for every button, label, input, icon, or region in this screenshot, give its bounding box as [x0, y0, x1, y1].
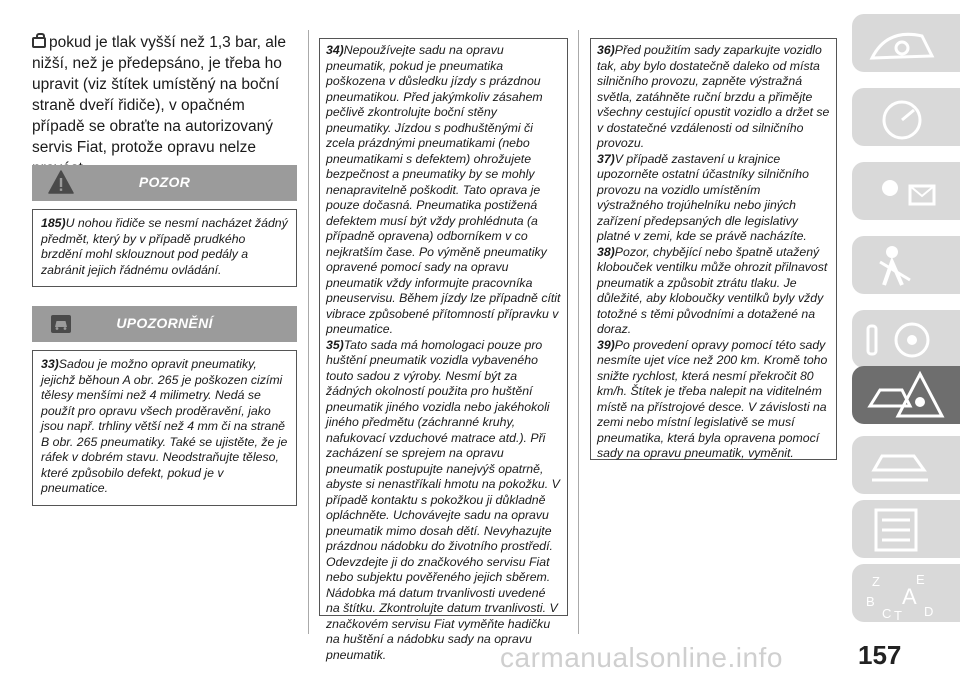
chapter-tab-vehicle[interactable]: [852, 14, 960, 72]
chapter-tab-safety[interactable]: [852, 236, 960, 294]
note-34: 34)Nepoužívejte sadu na opravu pneumatik, pokud je pneumatika poškozena v důsledku jízdy s prázdnou pneumatikou. Před jakýmkoliv zásahem pečlivě zkontrolujte boční stěny pneumatiky. Jízdou s podhuštěnými či zcela prázdnými pneumatikami (nebo pneumatikami s defektem) ohrožujete bezpečnost a pneumatiky by se mohly nenapravitelně poškodit. Tato oprava je pouze dočasná. Pneumatika postižená defektem musí být vždy prohlédnuta (a případně opravena) odborníkem v co nejkratším čase. Po výměně pneumatiky opravené pomocí sady na opravu pneumatik vždy informujte pracovníka pneuservisu. Během jízdy lze případně cítit vibrace způsobené přítomností přípravku v pneumatice.: [326, 43, 561, 336]
note-38: 38)Pozor, chybějící nebo špatně utažený klobouček ventilku může ohrozit přilnavost pneumatik a způsobit ztrátu tlaku. Je důležité, aby kloboučky ventilků byly vždy totožné s těmi původními a dotažené na doraz.: [597, 244, 828, 336]
spec-list-icon: [862, 504, 942, 554]
steering-wheel-icon: [862, 314, 942, 364]
chapter-tab-emergency[interactable]: [852, 366, 960, 424]
upozorneni-text: Sadou je možno opravit pneumatiky, jejichž běhoun A obr. 265 je poškozen cizími tělesy menšími než 4 milimetry. Nedá se použít pro opravu všech proděravění, jako jsou např. trhliny větší než 4 mm či na straně B obr. 265 pneumatiky. Také se ujistěte, že je ráfek v dobrém stavu. Neodstraňujte těleso, které způsobilo defekt, pokud je v pneumatice.: [41, 357, 288, 495]
note-36: 36)Před použitím sady zaparkujte vozidlo tak, aby bylo dostatečně daleko od místa silničního provozu, zapněte výstražná světla, zatáhněte ruční brzdu a přiměјte všechny cestující opustit vozidlo a držet se v dostatečné vzdálenosti od silničního provozu.: [597, 43, 830, 150]
index-letter: B: [866, 594, 875, 609]
pozor-warning-box: [32, 165, 297, 287]
gauge-icon: [862, 92, 942, 142]
watermark: carmanualsonline.info: [500, 642, 783, 673]
chapter-tab-specifications[interactable]: [852, 500, 960, 558]
chapter-tab-instruments[interactable]: [852, 88, 960, 146]
note-37: 37)V případě zastavení u krajnice upozorněte ostatní účastníky silničního provozu na vozidlo umístěním výstražného trojúhelníku nebo jiných zařízení předepsaných dle legislativy platné v zemi, kde se právě nacházíte.: [597, 151, 809, 243]
intro-paragraph: pokud je tlak vyšší než 1,3 bar, ale nižší, než je předepsáno, je třeba ho upravit (viz štítek umístěný na boční straně dveří řidiče), v opačném případě se obraťte na autorizovaný servis Fiat, protože opravu nelze: [32, 34, 286, 156]
car-lift-icon: [862, 440, 942, 490]
index-letter: C: [882, 606, 892, 621]
pozor-text: U nohou řidiče se nesmí nacházet žádný předmět, který by v případě prudkého brzdění mohl sklouznout pod pedály a zabránit jejich řádnému ovládání.: [41, 216, 288, 277]
pozor-banner: [32, 165, 297, 201]
index-letter: E: [916, 572, 925, 587]
upozorneni-banner: [32, 306, 297, 342]
notes-column-right: [590, 38, 837, 460]
index-letter: T: [894, 608, 902, 622]
pozor-body-frame: [32, 209, 297, 287]
light-message-icon: [862, 166, 942, 216]
page-number: 157: [858, 640, 902, 670]
upozorneni-body-frame: [32, 350, 297, 506]
emergency-triangle-icon: [862, 370, 946, 422]
column-divider: [308, 30, 309, 634]
chapter-tab-driving[interactable]: [852, 310, 960, 368]
chapter-tab-maintenance[interactable]: [852, 436, 960, 494]
upozorneni-title: UPOZORNĚNÍ: [116, 315, 213, 331]
pozor-title: POZOR: [138, 174, 191, 190]
chapter-tab-lights[interactable]: [852, 162, 960, 220]
index-letter: A: [902, 584, 917, 609]
notes-column-middle: [319, 38, 568, 662]
note-35: 35)Tato sada má homologaci pouze pro huštění pneumatik vozidla vybaveného touto sadou z výroby. Nesmí být za žádných okolností použita pro huštění pneumatik jiného vozidla nebo jakéhokoli jiného předmětu (záchranné kruhy, nafukovací vzduchové matrace atd.). Při zacházení se sprejem na opravu pneumatik postupujte nanejvýš opatrně, abyste si nenastříkali hmotu na pokožku. V případě kontaktu s pokožkou ji důkladně opláchněte. Uchovávejte sadu na opravu pneumatik mimo dosah dětí. Nevyhazujte prázdnou nádobku do životního prostředí. Odevzdejte ji do značkového servisu Fiat nebo subjektu pověřeného jejich sběrem. Nádobka má datum trvanlivosti uvedené na štítku. Zkontrolujte datum trvanlivosti. V značkovém servisu Fiat vyměňte hadičku na huštění a nádobku sady na opravu pneumatik.: [326, 337, 560, 662]
note-39: 39)Po provedení opravy pomocí této sady nesmíte ujet více než 200 km. Kromě toho snižte rychlost, která nesmí překročit 80 km/h. Štítek je třeba nalepit na viditelném místě na přístrojové desce. V závislosti na zemi nebo místní legislativě se musí pneumatika, která byla opravena pomocí sady na opravu pneumatik, vyměnit.: [597, 337, 828, 460]
chapter-tab-index[interactable]: [852, 564, 960, 622]
seatbelt-icon: [862, 240, 942, 290]
index-letter: Z: [872, 574, 880, 589]
padlock-icon: [32, 37, 46, 48]
index-letter: D: [924, 604, 934, 619]
note-number: 185): [41, 216, 66, 230]
upozorneni-notice-box: [32, 306, 297, 506]
alphabet-index-icon: [862, 568, 952, 622]
car-dashboard-icon: [862, 18, 942, 68]
note-number: 33): [41, 357, 59, 371]
column-divider: [578, 30, 579, 634]
